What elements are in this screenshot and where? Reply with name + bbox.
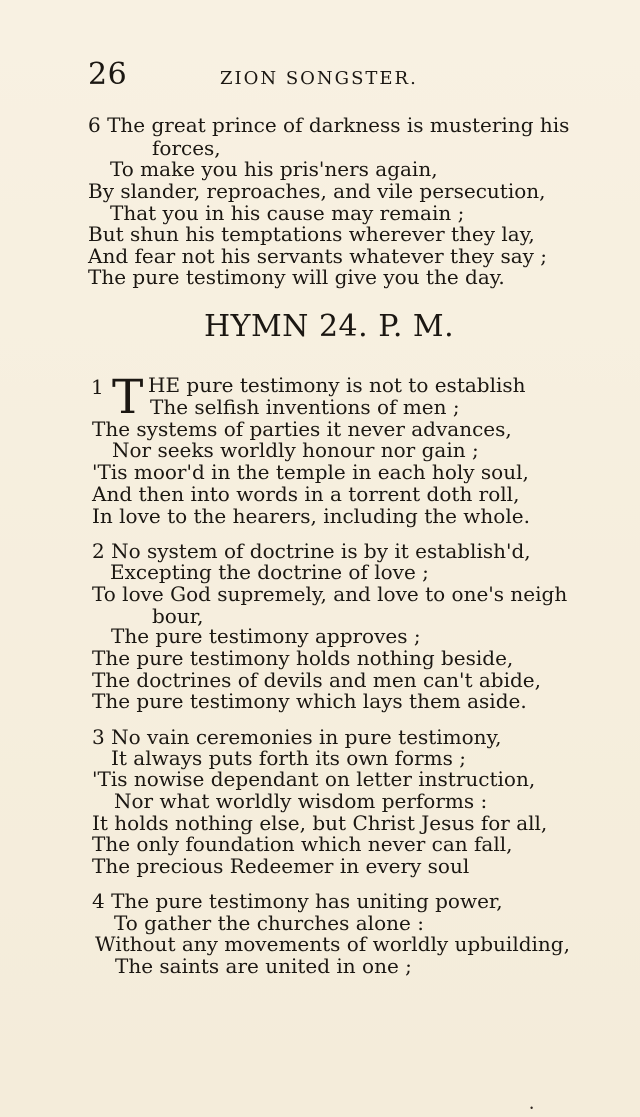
verse-4-line-2: To gather the churches alone : — [114, 911, 424, 935]
verse-2-line-3: To love God supremely, and love to one's neigh — [92, 582, 568, 606]
page-number: 26 — [88, 57, 128, 92]
verse-6-line-6: But shun his temptations wherever they lay, — [88, 222, 535, 246]
verse-1-line-6: And then into words in a torrent doth roll, — [92, 482, 520, 506]
verse-4-line-1: 4 The pure testimony has uniting power, — [92, 889, 503, 913]
verse-1-line-1: HE pure testimony is not to establish — [148, 373, 526, 397]
verse-2-line-7: The doctrines of devils and men can't abide, — [92, 668, 541, 692]
verse-1-line-4: Nor seeks worldly honour nor gain ; — [112, 438, 479, 462]
verse-3-line-6: The only foundation which never can fall, — [92, 832, 513, 856]
running-title: ZION SONGSTER. — [220, 68, 418, 89]
page-header — [88, 57, 508, 96]
verse-1-number: 1 — [91, 375, 104, 399]
verse-2-line-8: The pure testimony which lays them aside. — [92, 689, 527, 713]
verse-3-line-2: It always puts forth its own forms ; — [111, 746, 466, 770]
verse-6-line-7: And fear not his servants whatever they say ; — [88, 244, 548, 268]
verse-3-line-7: The precious Redeemer in every soul — [92, 854, 470, 878]
verse-4-line-3: Without any movements of worldly upbuilding, — [95, 932, 570, 956]
verse-2-line-4: bour, — [152, 604, 204, 628]
verse-3-line-5: It holds nothing else, but Christ Jesus for all, — [92, 811, 548, 835]
verse-2-line-5: The pure testimony approves ; — [111, 624, 421, 648]
verse-3-line-4: Nor what worldly wisdom performs : — [114, 789, 488, 813]
verse-2-line-2: Excepting the doctrine of love ; — [110, 560, 429, 584]
verse-3-line-3: 'Tis nowise dependant on letter instruction, — [92, 767, 536, 791]
verse-3-line-1: 3 No vain ceremonies in pure testimony, — [92, 725, 502, 749]
verse-6-line-8: The pure testimony will give you the day. — [88, 265, 505, 289]
bottom-mark: • — [529, 1104, 534, 1113]
verse-1-line-2: The selfish inventions of men ; — [150, 395, 460, 419]
verse-6-line-2: forces, — [152, 136, 221, 160]
verse-6-line-1: 6 The great prince of darkness is mustering his — [88, 113, 570, 137]
verse-2-line-1: 2 No system of doctrine is by it establish'd, — [92, 539, 531, 563]
drop-cap: T — [112, 370, 144, 425]
verse-6-line-4: By slander, reproaches, and vile persecution, — [88, 179, 546, 203]
verse-1-line-3: The systems of parties it never advances, — [92, 417, 512, 441]
verse-1-line-7: In love to the hearers, including the whole. — [92, 504, 530, 528]
verse-6-line-5: That you in his cause may remain ; — [110, 201, 465, 225]
verse-4-line-4: The saints are united in one ; — [115, 954, 412, 978]
hymn-title: HYMN 24. P. M. — [204, 309, 455, 344]
verse-1-line-5: 'Tis moor'd in the temple in each holy soul, — [92, 460, 529, 484]
verse-6-line-3: To make you his pris'ners again, — [110, 157, 438, 181]
verse-2-line-6: The pure testimony holds nothing beside, — [92, 646, 514, 670]
